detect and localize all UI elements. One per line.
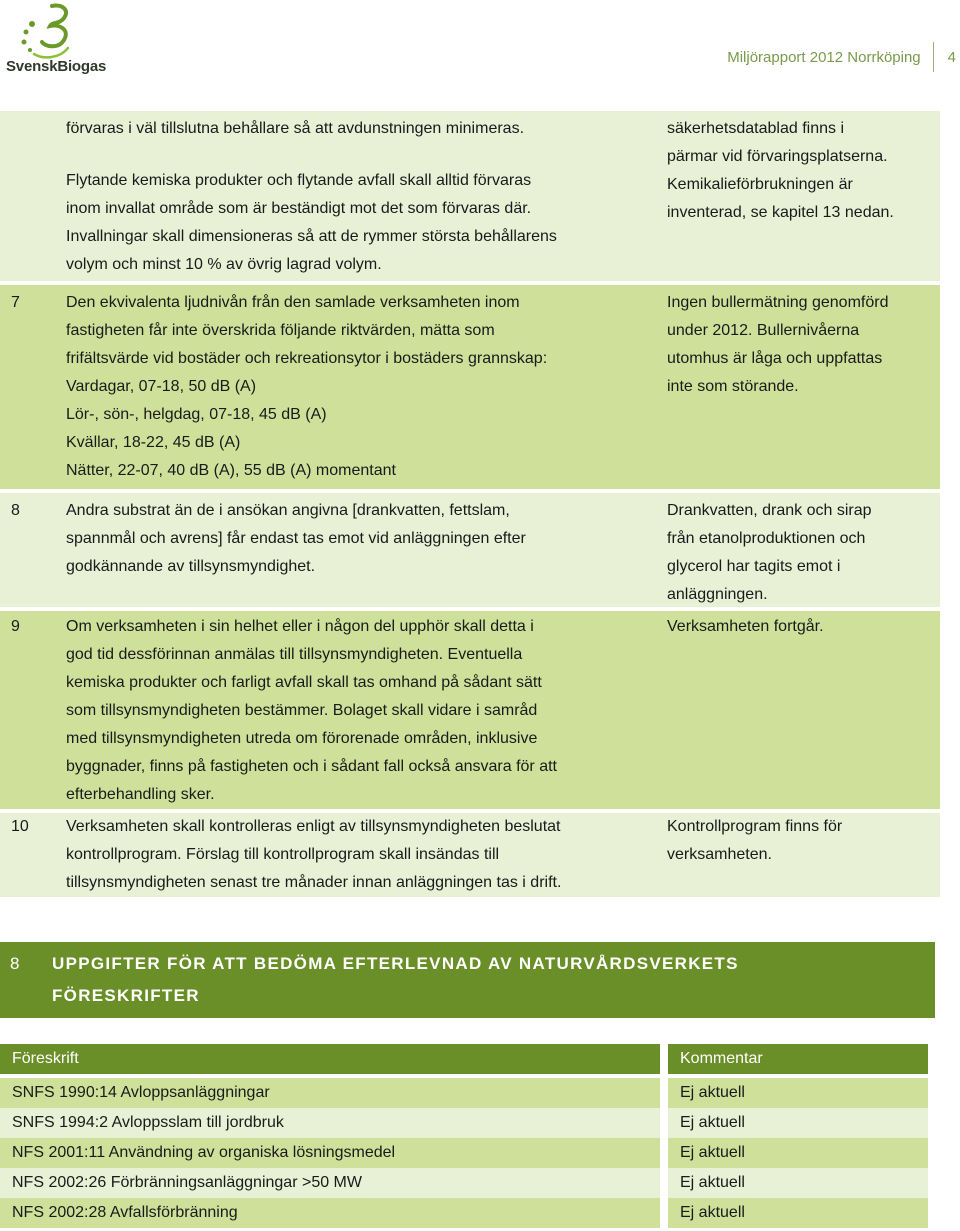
regulation-comment: Ej aktuell [668, 1168, 928, 1198]
text-line: Om verksamheten i sin helhet eller i någon del upphör skall detta i [66, 618, 534, 635]
regulation-comment: Ej aktuell [668, 1198, 928, 1228]
text-line: frifältsvärde vid bostäder och rekreationsytor i bostäders grannskap: [66, 350, 548, 367]
text-line: godkännande av tillsynsmyndighet. [66, 558, 316, 575]
requirements-table [0, 111, 940, 897]
text-line: Nätter, 22-07, 40 dB (A), 55 dB (A) momentant [66, 462, 396, 479]
requirement-text [56, 285, 651, 489]
table-row [0, 1168, 930, 1198]
regulation-name: SNFS 1994:2 Avloppsslam till jordbruk [0, 1108, 660, 1138]
text-line: Lör-, sön-, helgdag, 07-18, 45 dB (A) [66, 406, 327, 423]
comment-line: inte som störande. [667, 378, 799, 395]
comment-line: under 2012. Bullernivåerna [667, 322, 860, 339]
text-line: Vardagar, 07-18, 50 dB (A) [66, 378, 257, 395]
text-line: förvaras i väl tillslutna behållare så att avdunstningen minimeras. [66, 120, 525, 137]
regulations-table [0, 1044, 930, 1228]
comment-text [657, 611, 939, 809]
logo-text: SvenskBiogas [6, 58, 107, 75]
text-line: Kvällar, 18-22, 45 dB (A) [66, 434, 241, 451]
comment-line: Ingen bullermätning genomförd [667, 294, 889, 311]
text-line: kemiska produkter och farligt avfall skall tas omhand på sådant sätt [66, 674, 542, 691]
table-header-row [0, 1044, 930, 1074]
page-header [727, 42, 960, 72]
regulation-name: NFS 2002:26 Förbränningsanläggningar >50 MW [0, 1168, 660, 1198]
requirement-text [56, 611, 651, 809]
table-row [0, 1108, 930, 1138]
row-number: 9 [11, 618, 20, 635]
column-header-comment: Kommentar [668, 1044, 928, 1074]
document-title: Miljörapport 2012 Norrköping [727, 48, 921, 66]
table-row [0, 1138, 930, 1168]
requirement-text [56, 493, 651, 607]
comment-line: Verksamheten fortgår. [667, 618, 824, 635]
text-line: Flytande kemiska produkter och flytande avfall skall alltid förvaras [66, 172, 532, 189]
section-number: 8 [10, 954, 21, 973]
text-line: tillsynsmyndigheten senast tre månader innan anläggningen tas i drift. [66, 874, 562, 891]
regulation-comment: Ej aktuell [668, 1138, 928, 1168]
regulation-comment: Ej aktuell [668, 1078, 928, 1108]
text-line: spannmål och avrens] får endast tas emot vid anläggningen efter [66, 530, 526, 547]
regulation-name: NFS 2001:11 Användning av organiska lösningsmedel [0, 1138, 660, 1168]
section-heading [0, 942, 935, 1018]
text-line: efterbehandling sker. [66, 786, 215, 803]
table-row [0, 493, 940, 607]
text-line: god tid dessförinnan anmälas till tillsynsmyndigheten. Eventuella [66, 646, 523, 663]
comment-line: Kontrollprogram finns för [667, 818, 843, 835]
regulation-name: NFS 2002:28 Avfallsförbränning [0, 1198, 660, 1228]
requirement-text [56, 111, 651, 281]
comment-line: Kemikalieförbrukningen är [667, 176, 853, 193]
regulation-comment: Ej aktuell [668, 1108, 928, 1138]
section-title-line: UPPGIFTER FÖR ATT BEDÖMA EFTERLEVNAD AV NATURVÅRDSVERKETS [52, 954, 739, 973]
text-line: Den ekvivalenta ljudnivån från den samlade verksamheten inom [66, 294, 520, 311]
page-number: 4 [947, 48, 956, 66]
comment-line: pärmar vid förvaringsplatserna. [667, 148, 888, 165]
text-line: byggnader, finns på fastigheten och i sådant fall också ansvara för att [66, 758, 557, 775]
regulation-name: SNFS 1990:14 Avloppsanläggningar [0, 1078, 660, 1108]
comment-line: Drankvatten, drank och sirap [667, 502, 872, 519]
text-line: Andra substrat än de i ansökan angivna [drankvatten, fettslam, [66, 502, 510, 519]
row-number [0, 111, 50, 281]
table-row [0, 611, 940, 809]
comment-text [657, 111, 939, 281]
table-row [0, 1078, 930, 1108]
row-number: 10 [11, 818, 29, 835]
comment-line: från etanolproduktionen och [667, 530, 866, 547]
comment-text [657, 493, 939, 607]
row-number: 7 [11, 294, 20, 311]
requirement-text [56, 813, 651, 897]
comment-text [657, 285, 939, 489]
text-line: Invallningar skall dimensioneras så att de rymmer största behållarens [66, 228, 557, 245]
text-line: Verksamheten skall kontrolleras enligt av tillsynsmyndigheten beslutat [66, 818, 561, 835]
comment-line: utomhus är låga och uppfattas [667, 350, 883, 367]
table-row [0, 111, 940, 281]
text-line [66, 143, 645, 167]
comment-line: inventerad, se kapitel 13 nedan. [667, 204, 894, 221]
comment-line: glycerol har tagits emot i [667, 558, 841, 575]
comment-line: verksamheten. [667, 846, 772, 863]
comment-line: anläggningen. [667, 586, 768, 603]
text-line: som tillsynsmyndigheten bestämmer. Bolaget skall vidare i samråd [66, 702, 538, 719]
logo-mark-icon [4, 2, 100, 62]
table-row [0, 1198, 930, 1228]
text-line: med tillsynsmyndigheten utreda om förorenade områden, inklusive [66, 730, 538, 747]
text-line: inom invallat område som är beständigt mot det som förvaras där. [66, 200, 532, 217]
row-number: 8 [11, 502, 20, 519]
table-row [0, 285, 940, 489]
text-line: fastigheten får inte överskrida följande riktvärden, mätta som [66, 322, 495, 339]
table-row [0, 813, 940, 897]
comment-line: säkerhetsdatablad finns i [667, 120, 844, 137]
comment-text [657, 813, 939, 897]
section-title-line: FÖRESKRIFTER [52, 986, 200, 1005]
text-line: volym och minst 10 % av övrig lagrad volym. [66, 256, 382, 273]
column-header-regulation: Föreskrift [0, 1044, 660, 1074]
text-line: kontrollprogram. Förslag till kontrollprogram skall insändas till [66, 846, 500, 863]
